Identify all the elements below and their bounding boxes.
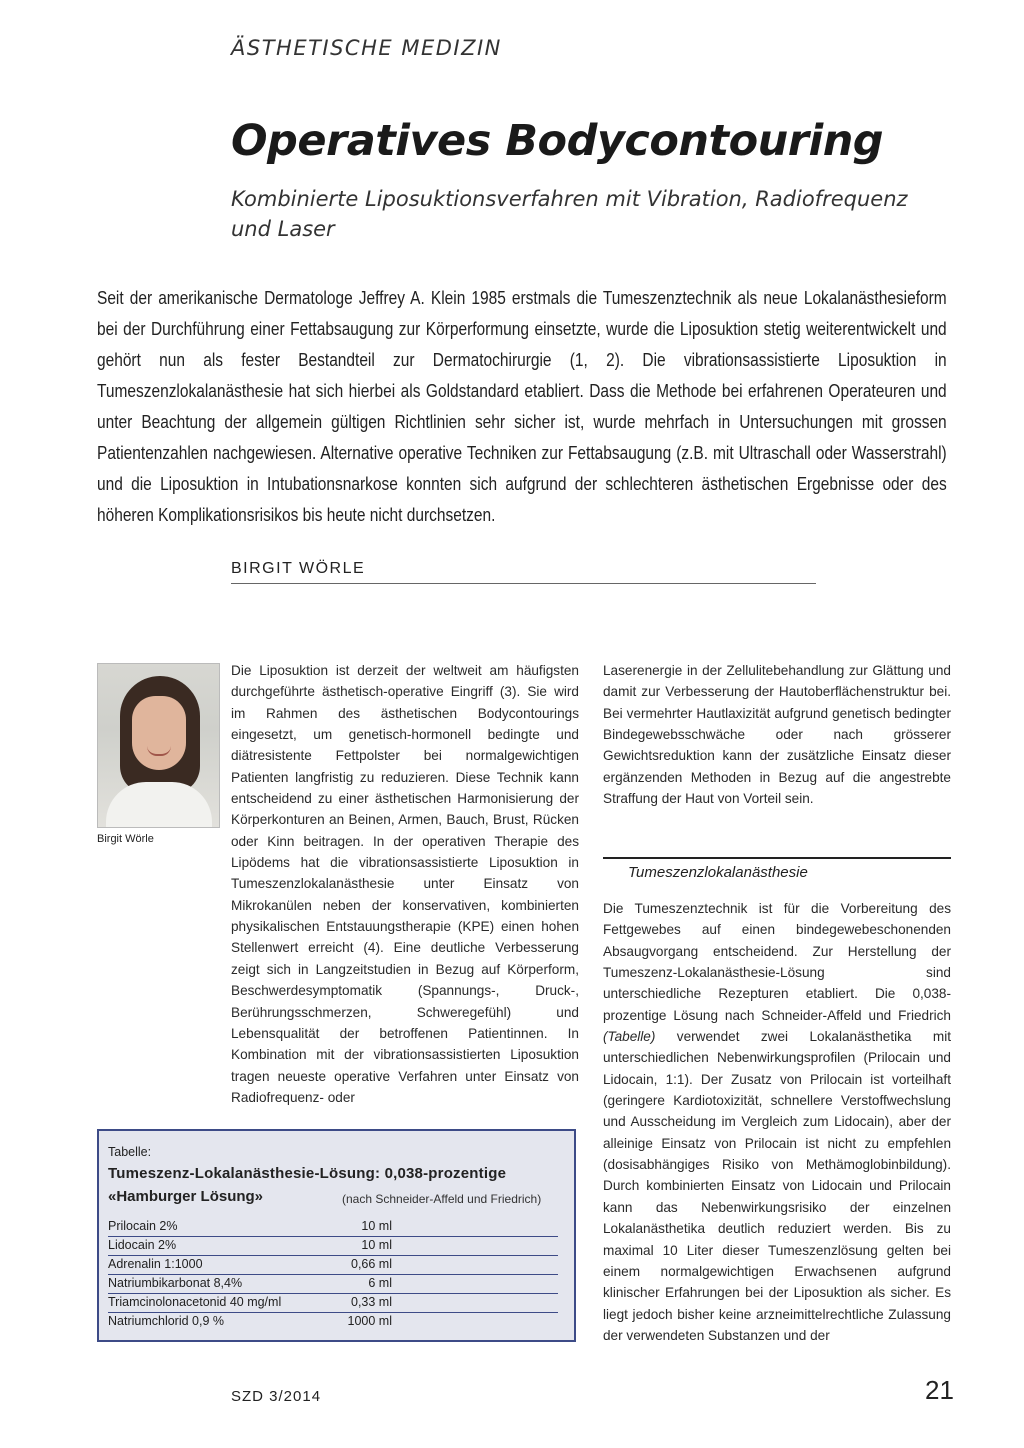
- recipe-table: [97, 1129, 576, 1342]
- paragraph: Laserenergie in der Zellulitebehandlung zur Glättung und damit zur Verbesserung der Hautoberflächenstruktur bei. Bei vermehrter Hautlaxizität aufgrund genetisch bedingter Bindegewebsschwäche oder nach grösserer Gewichtsreduktion kann der zusätzliche Einsatz dieser ergänzenden Methoden in Bezug auf die angestrebte Straffung der Haut von Vorteil sein.: [603, 663, 951, 807]
- table-row: [108, 1275, 558, 1294]
- ingredient-name: Lidocain 2%: [108, 1238, 177, 1252]
- text-segment: Die Tumeszenztechnik ist für die Vorbereitung des Fettgewebes auf einen bindegewebeschonenden Absaugvorgang entscheidend. Zur Herstellung der Tumeszenz-Lokalanästhesie-Lösung sind unterschiedliche Rezepturen etabliert. Die 0,038-prozentige Lösung nach Schneider-Affeld und Friedrich: [603, 901, 951, 1023]
- ingredient-name: Natriumbikarbonat 8,4%: [108, 1276, 243, 1290]
- table-row: [108, 1313, 558, 1331]
- ingredient-amount: 0,33 ml: [351, 1295, 392, 1309]
- table-row: [108, 1237, 558, 1256]
- photo-caption: Birgit Wörle: [97, 833, 154, 845]
- ingredient-name: Natriumchlorid 0,9 %: [108, 1314, 225, 1328]
- body-column-2: [603, 660, 951, 809]
- ingredient-amount: 10 ml: [361, 1238, 392, 1252]
- article-subtitle: Kombinierte Liposuktionsverfahren mit Vibration, Radiofrequenz und Laser: [231, 187, 908, 241]
- ingredient-amount: 10 ml: [361, 1219, 392, 1233]
- body-column-3: [603, 898, 951, 1346]
- table-title: Tumeszenz-Lokalanästhesie-Lösung: 0,038-prozentige: [108, 1165, 507, 1182]
- author-byline: BIRGIT WÖRLE: [231, 560, 816, 584]
- table-rows: [108, 1218, 558, 1331]
- table-row: [108, 1218, 558, 1237]
- table-reference: (Tabelle): [603, 1029, 656, 1045]
- ingredient-name: Adrenalin 1:1000: [108, 1257, 203, 1271]
- ingredient-amount: 0,66 ml: [351, 1257, 392, 1271]
- table-title-line-2: «Hamburger Lösung»: [108, 1188, 264, 1205]
- lead-paragraph: Seit der amerikanische Dermatologe Jeffrey A. Klein 1985 erstmals die Tumeszenztechnik als neue Lokalanästhesieform bei der Durchführung einer Fettabsaugung zur Körperformung einsetzte, wurde die Liposuktion stetig weiterentwickelt und gehört nun als fester Bestandteil zur Dermatochirurgie (1, 2). Die vibrationsassistierte Liposuktion in Tumeszenzlokalanästhesie hat sich hierbei als Goldstandard etabliert. Dass die Methode bei erfahrenen Operateuren und unter Beachtung der allgemein gültigen Richtlinien sehr sicher ist, wurde mehrfach in Untersuchungen mit grossen Patientenzahlen nachgewiesen. Alternative operative Techniken zur Fettabsaugung (z.B. mit Ultraschall oder Wasserstrahl) und die Liposuktion in Intubationsnarkose konnten sich aufgrund der schlechteren ästhetischen Ergebnisse oder des höheren Komplikationsrisikos bis heute nicht durchsetzen.: [97, 288, 947, 525]
- paragraph: Die Liposuktion ist derzeit der weltweit am häufigsten durchgeführte ästhetisch-operative Eingriff (3). Sie wird im Rahmen des ästhetischen Bodycontourings eingesetzt, um genetisch-hormonell bedingte und diätresistente Fettpolster bei normalgewichtigen Patienten langfristig zu reduzieren. Diese Technik kann entscheidend zu einer ästhetischen Harmonisierung der Körperkonturen an Beinen, Armen, Bauch, Brust, Rücken oder Kinn beitragen. In der operativen Therapie des Lipödems hat die vibrationsassistierte Liposuktion in Tumeszenzlokalanästhesie unter Einsatz von Mikrokanülen neben der konservativen, kombinierten physikalischen Entstauungstherapie (KPE) einen hohen Stellenwert erreicht (4). Eine deutliche Verbesserung zeigt sich in Langzeitstudien in Bezug auf Körperform, Beschwerdesymptomatik (Spannungs-, Druck-, Berührungsschmerzen, Schweregefühl) und Lebensqualität der betroffenen Patientinnen. In Kombination mit der vibrationsassistierten Liposuktion tragen neueste operative Verfahren unter Einsatz von Radiofrequenz- oder: [231, 663, 579, 1105]
- journal-issue: SZD 3/2014: [231, 1388, 322, 1405]
- table-label: Tabelle:: [108, 1145, 152, 1159]
- paragraph: [603, 898, 951, 1346]
- ingredient-amount: 1000 ml: [347, 1314, 392, 1328]
- section-label: ÄSTHETISCHE MEDIZIN: [231, 36, 502, 60]
- table-source: (nach Schneider-Affeld und Friedrich): [342, 1192, 542, 1206]
- ingredient-name: Prilocain 2%: [108, 1219, 178, 1233]
- article-title: Operatives Bodycontouring: [231, 116, 884, 166]
- author-photo: [97, 663, 220, 828]
- page-number: 21: [925, 1375, 954, 1405]
- ingredient-amount: 6 ml: [368, 1276, 392, 1290]
- ingredient-name: Triamcinolonacetonid 40 mg/ml: [108, 1295, 282, 1309]
- subheading: Tumeszenzlokalanästhesie: [628, 864, 808, 881]
- subheading-rule: [603, 857, 951, 859]
- text-segment: verwendet zwei Lokalanästhetika mit unterschiedlichen Nebenwirkungsprofilen (Prilocain und Lidocain, 1:1). Der Zusatz von Prilocain ist vorteilhaft (geringere Kardiotoxizität, schnellere Verstoffwechslung und Ausscheidung im Vergleich zum Lidocain), aber der alleinige Einsatz von Prilocain ist nicht zu empfehlen (dosisabhängiges Risiko von Methämoglobinbildung). Durch kombinierten Einsatz von Lidocain und Prilocain kann das Nebenwirkungsrisiko der einzelnen Lokalanästhetika deutlich reduziert werden. Bis zu maximal 10 Liter dieser Tumeszenzlösung gelten bei einem normalgewichtigen Erwachsenen aufgrund klinischer Erfahrungen bei der Liposuktion als sicher. Es liegt jedoch bisher keine arzneimittelrechtliche Zulassung der verwendeten Substanzen und der: [603, 1029, 951, 1343]
- body-column-1: [231, 660, 579, 1108]
- table-row: [108, 1294, 558, 1313]
- table-row: [108, 1256, 558, 1275]
